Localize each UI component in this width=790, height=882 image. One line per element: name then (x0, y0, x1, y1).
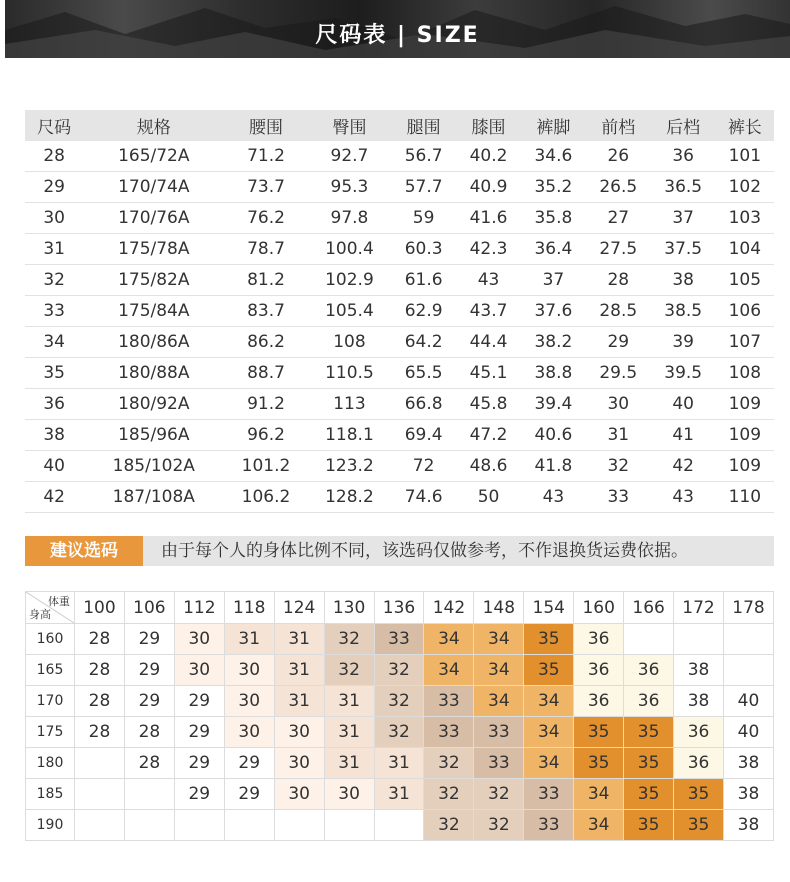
recommended-size-cell (124, 779, 174, 810)
size-cell: 43 (456, 265, 521, 296)
recommended-size-cell: 34 (474, 624, 524, 655)
size-cell: 33 (25, 296, 83, 327)
recommended-size-cell: 30 (174, 655, 224, 686)
size-cell: 88.7 (224, 358, 307, 389)
recommended-size-cell: 36 (674, 717, 724, 748)
recommended-size-cell: 34 (474, 686, 524, 717)
recommended-size-cell (224, 810, 274, 841)
recommended-size-cell: 28 (75, 624, 125, 655)
recommended-size-cell: 31 (324, 748, 374, 779)
recommended-size-cell: 34 (574, 779, 624, 810)
size-cell: 104 (716, 234, 774, 265)
size-cell: 30 (25, 203, 83, 234)
size-cell: 41.8 (521, 451, 586, 482)
weight-header-cell: 124 (274, 592, 324, 624)
weight-header-cell: 148 (474, 592, 524, 624)
header-banner (5, 0, 790, 58)
size-cell: 175/84A (83, 296, 224, 327)
size-cell: 39.5 (651, 358, 716, 389)
recommended-size-cell: 28 (124, 748, 174, 779)
recommended-size-cell (75, 748, 125, 779)
size-cell: 43.7 (456, 296, 521, 327)
recommended-size-cell: 30 (274, 748, 324, 779)
recommended-size-cell: 30 (274, 717, 324, 748)
size-cell: 35 (25, 358, 83, 389)
size-row (25, 451, 774, 482)
recommended-size-cell (624, 624, 674, 655)
size-cell: 41.6 (456, 203, 521, 234)
size-cell: 31 (586, 420, 651, 451)
size-cell: 37 (521, 265, 586, 296)
height-row (26, 810, 774, 841)
weight-header-cell: 106 (124, 592, 174, 624)
size-cell: 76.2 (224, 203, 307, 234)
recommended-size-cell: 31 (274, 624, 324, 655)
size-column-header: 尺码 (25, 110, 83, 141)
recommended-size-cell: 31 (324, 686, 374, 717)
size-row (25, 358, 774, 389)
weight-header-cell: 100 (75, 592, 125, 624)
recommended-size-cell (674, 624, 724, 655)
size-cell: 105.4 (308, 296, 391, 327)
size-cell: 170/74A (83, 172, 224, 203)
size-cell: 81.2 (224, 265, 307, 296)
recommendation-bar (25, 536, 774, 566)
size-cell: 97.8 (308, 203, 391, 234)
recommended-size-cell: 40 (723, 717, 773, 748)
recommended-size-cell: 29 (224, 779, 274, 810)
size-header-row (25, 110, 774, 141)
size-cell: 109 (716, 451, 774, 482)
size-cell: 102 (716, 172, 774, 203)
size-cell: 108 (308, 327, 391, 358)
size-cell: 27 (586, 203, 651, 234)
size-row (25, 327, 774, 358)
size-cell: 32 (25, 265, 83, 296)
size-column-header: 裤长 (716, 110, 774, 141)
recommended-size-cell: 29 (124, 624, 174, 655)
recommended-size-cell: 31 (374, 748, 424, 779)
size-row (25, 420, 774, 451)
recommended-size-cell: 29 (174, 748, 224, 779)
recommended-size-cell: 29 (224, 748, 274, 779)
weight-header-cell: 136 (374, 592, 424, 624)
size-cell: 109 (716, 420, 774, 451)
size-cell: 26 (586, 141, 651, 172)
recommended-size-cell: 28 (75, 686, 125, 717)
recommended-size-cell: 29 (174, 686, 224, 717)
size-cell: 113 (308, 389, 391, 420)
weight-axis-label: 体重 (48, 595, 70, 608)
size-cell: 123.2 (308, 451, 391, 482)
size-column-header: 裤脚 (521, 110, 586, 141)
recommended-size-cell: 40 (723, 686, 773, 717)
recommended-size-cell: 30 (174, 624, 224, 655)
weight-header-cell: 142 (424, 592, 474, 624)
size-cell: 175/82A (83, 265, 224, 296)
size-cell: 43 (521, 482, 586, 513)
recommended-size-cell: 28 (75, 717, 125, 748)
size-cell: 29 (586, 327, 651, 358)
size-cell: 56.7 (391, 141, 456, 172)
recommended-size-cell: 34 (474, 655, 524, 686)
size-cell: 165/72A (83, 141, 224, 172)
recommended-size-cell: 35 (624, 779, 674, 810)
recommended-size-cell: 35 (574, 717, 624, 748)
recommended-size-cell: 29 (174, 717, 224, 748)
recommended-size-cell: 32 (324, 624, 374, 655)
size-row (25, 389, 774, 420)
recommended-size-cell: 38 (674, 686, 724, 717)
recommended-size-cell: 28 (124, 717, 174, 748)
size-cell: 39.4 (521, 389, 586, 420)
height-row (26, 717, 774, 748)
recommended-size-cell: 36 (574, 686, 624, 717)
recommended-size-cell: 30 (224, 717, 274, 748)
recommended-size-cell (723, 655, 773, 686)
size-row (25, 141, 774, 172)
recommendation-note: 由于每个人的身体比例不同，该选码仅做参考，不作退换货运费依据。 (161, 541, 688, 561)
size-cell: 42 (651, 451, 716, 482)
size-cell: 36.4 (521, 234, 586, 265)
size-cell: 27.5 (586, 234, 651, 265)
recommended-size-cell: 33 (474, 748, 524, 779)
recommended-size-cell: 35 (524, 655, 574, 686)
recommended-size-cell: 35 (574, 748, 624, 779)
size-cell: 187/108A (83, 482, 224, 513)
recommended-size-cell: 36 (574, 655, 624, 686)
recommended-size-cell: 33 (374, 624, 424, 655)
size-cell: 45.1 (456, 358, 521, 389)
size-cell: 71.2 (224, 141, 307, 172)
recommended-size-cell (75, 779, 125, 810)
recommended-size-cell: 31 (224, 624, 274, 655)
size-cell: 40 (25, 451, 83, 482)
height-label: 165 (26, 655, 75, 686)
size-cell: 92.7 (308, 141, 391, 172)
recommended-size-cell: 35 (624, 810, 674, 841)
weight-header-cell: 112 (174, 592, 224, 624)
size-cell: 38.8 (521, 358, 586, 389)
size-cell: 61.6 (391, 265, 456, 296)
size-cell: 185/102A (83, 451, 224, 482)
weight-header-cell: 178 (723, 592, 773, 624)
size-cell: 95.3 (308, 172, 391, 203)
size-cell: 50 (456, 482, 521, 513)
size-row (25, 172, 774, 203)
size-cell: 73.7 (224, 172, 307, 203)
size-cell: 110.5 (308, 358, 391, 389)
recommended-size-cell: 35 (624, 717, 674, 748)
recommended-size-cell: 31 (274, 655, 324, 686)
size-cell: 37 (651, 203, 716, 234)
size-cell: 118.1 (308, 420, 391, 451)
size-cell: 108 (716, 358, 774, 389)
recommended-size-cell: 29 (124, 686, 174, 717)
recommended-size-cell: 34 (524, 686, 574, 717)
size-body (25, 141, 774, 513)
recommended-size-cell: 36 (624, 655, 674, 686)
size-cell: 29.5 (586, 358, 651, 389)
size-cell: 42.3 (456, 234, 521, 265)
size-cell: 32 (586, 451, 651, 482)
height-row (26, 624, 774, 655)
size-cell: 48.6 (456, 451, 521, 482)
size-row (25, 296, 774, 327)
size-cell: 60.3 (391, 234, 456, 265)
size-cell: 185/96A (83, 420, 224, 451)
recommended-size-cell: 31 (274, 686, 324, 717)
size-cell: 101 (716, 141, 774, 172)
recommended-size-cell: 31 (374, 779, 424, 810)
size-chart-table (25, 110, 774, 513)
recommended-size-cell: 29 (124, 655, 174, 686)
height-label: 160 (26, 624, 75, 655)
weight-header-cell: 154 (524, 592, 574, 624)
size-row (25, 265, 774, 296)
size-cell: 64.2 (391, 327, 456, 358)
recommended-size-cell: 33 (524, 779, 574, 810)
recommended-size-cell: 32 (324, 655, 374, 686)
recommended-size-cell (75, 810, 125, 841)
size-cell: 83.7 (224, 296, 307, 327)
height-label: 170 (26, 686, 75, 717)
recommended-size-cell: 32 (424, 748, 474, 779)
recommended-size-cell: 33 (424, 717, 474, 748)
recommended-size-cell: 33 (424, 686, 474, 717)
size-cell: 57.7 (391, 172, 456, 203)
recommended-size-cell: 28 (75, 655, 125, 686)
recommended-size-cell: 35 (674, 779, 724, 810)
size-cell: 39 (651, 327, 716, 358)
size-column-header: 腿围 (391, 110, 456, 141)
size-cell: 170/76A (83, 203, 224, 234)
recommendation-label: 建议选码 (25, 536, 143, 566)
recommended-size-cell: 32 (374, 686, 424, 717)
recommended-size-cell: 31 (324, 717, 374, 748)
recommended-size-cell: 30 (224, 686, 274, 717)
height-label: 175 (26, 717, 75, 748)
recommended-size-cell: 34 (524, 748, 574, 779)
size-cell: 38 (651, 265, 716, 296)
size-cell: 40.2 (456, 141, 521, 172)
size-cell: 37.5 (651, 234, 716, 265)
recommended-size-cell: 32 (374, 717, 424, 748)
recommended-size-cell: 29 (174, 779, 224, 810)
recommended-size-cell: 34 (424, 655, 474, 686)
weight-header-cell: 160 (574, 592, 624, 624)
size-cell: 59 (391, 203, 456, 234)
weight-header-cell: 130 (324, 592, 374, 624)
size-cell: 30 (586, 389, 651, 420)
recommended-size-cell: 32 (424, 779, 474, 810)
size-column-header: 腰围 (224, 110, 307, 141)
size-cell: 66.8 (391, 389, 456, 420)
recommended-size-cell (723, 624, 773, 655)
height-row (26, 779, 774, 810)
recommended-size-cell (374, 810, 424, 841)
size-cell: 43 (651, 482, 716, 513)
size-row (25, 482, 774, 513)
size-cell: 37.6 (521, 296, 586, 327)
size-column-header: 臀围 (308, 110, 391, 141)
size-cell: 91.2 (224, 389, 307, 420)
size-cell: 44.4 (456, 327, 521, 358)
recommended-size-cell: 35 (524, 624, 574, 655)
corner-cell (26, 592, 75, 624)
size-cell: 29 (25, 172, 83, 203)
size-cell: 102.9 (308, 265, 391, 296)
size-column-header: 规格 (83, 110, 224, 141)
recommended-size-cell: 30 (274, 779, 324, 810)
size-cell: 36 (25, 389, 83, 420)
recommended-size-cell: 36 (674, 748, 724, 779)
size-cell: 78.7 (224, 234, 307, 265)
size-cell: 106 (716, 296, 774, 327)
size-cell: 128.2 (308, 482, 391, 513)
size-cell: 28 (586, 265, 651, 296)
size-recommendation-table (25, 591, 774, 841)
size-cell: 28.5 (586, 296, 651, 327)
weight-header-cell: 172 (674, 592, 724, 624)
recommended-size-cell: 38 (723, 779, 773, 810)
recommended-size-cell (274, 810, 324, 841)
size-cell: 28 (25, 141, 83, 172)
size-cell: 38.5 (651, 296, 716, 327)
size-cell: 96.2 (224, 420, 307, 451)
size-cell: 110 (716, 482, 774, 513)
size-cell: 69.4 (391, 420, 456, 451)
size-cell: 38 (25, 420, 83, 451)
recommended-size-cell: 38 (674, 655, 724, 686)
recommended-size-cell: 32 (424, 810, 474, 841)
size-cell: 100.4 (308, 234, 391, 265)
size-cell: 34.6 (521, 141, 586, 172)
size-column-header: 后档 (651, 110, 716, 141)
size-cell: 35.8 (521, 203, 586, 234)
size-cell: 180/88A (83, 358, 224, 389)
size-cell: 103 (716, 203, 774, 234)
size-cell: 175/78A (83, 234, 224, 265)
recommended-size-cell: 35 (674, 810, 724, 841)
size-cell: 36.5 (651, 172, 716, 203)
size-cell: 36 (651, 141, 716, 172)
recommended-size-cell: 30 (324, 779, 374, 810)
recommended-size-cell: 33 (474, 717, 524, 748)
size-cell: 33 (586, 482, 651, 513)
recommended-size-cell: 34 (424, 624, 474, 655)
height-axis-label: 身高 (29, 608, 51, 621)
size-cell: 107 (716, 327, 774, 358)
recommended-size-cell: 33 (524, 810, 574, 841)
weight-header-row (26, 592, 774, 624)
size-cell: 40.9 (456, 172, 521, 203)
size-column-header: 膝围 (456, 110, 521, 141)
size-cell: 101.2 (224, 451, 307, 482)
recommended-size-cell: 34 (524, 717, 574, 748)
size-cell: 40.6 (521, 420, 586, 451)
size-cell: 65.5 (391, 358, 456, 389)
size-cell: 47.2 (456, 420, 521, 451)
recommended-size-cell: 35 (624, 748, 674, 779)
recommended-size-cell: 32 (374, 655, 424, 686)
recommended-size-cell (174, 810, 224, 841)
size-row (25, 203, 774, 234)
recommended-size-cell: 32 (474, 779, 524, 810)
recommended-size-cell: 30 (224, 655, 274, 686)
size-cell: 26.5 (586, 172, 651, 203)
size-cell: 180/92A (83, 389, 224, 420)
size-cell: 62.9 (391, 296, 456, 327)
weight-header-cell: 166 (624, 592, 674, 624)
recommended-size-cell: 36 (624, 686, 674, 717)
size-cell: 105 (716, 265, 774, 296)
size-cell: 109 (716, 389, 774, 420)
recommended-size-cell (124, 810, 174, 841)
size-row (25, 234, 774, 265)
size-cell: 180/86A (83, 327, 224, 358)
size-cell: 42 (25, 482, 83, 513)
height-label: 185 (26, 779, 75, 810)
size-cell: 38.2 (521, 327, 586, 358)
recommended-size-cell (324, 810, 374, 841)
recommended-size-cell: 38 (723, 748, 773, 779)
height-row (26, 655, 774, 686)
height-label: 180 (26, 748, 75, 779)
size-cell: 74.6 (391, 482, 456, 513)
height-row (26, 686, 774, 717)
size-cell: 41 (651, 420, 716, 451)
size-cell: 106.2 (224, 482, 307, 513)
size-cell: 72 (391, 451, 456, 482)
size-cell: 86.2 (224, 327, 307, 358)
height-label: 190 (26, 810, 75, 841)
weight-header-cell: 118 (224, 592, 274, 624)
recommendation-body (26, 624, 774, 841)
recommended-size-cell: 38 (723, 810, 773, 841)
height-row (26, 748, 774, 779)
size-cell: 31 (25, 234, 83, 265)
size-cell: 35.2 (521, 172, 586, 203)
size-column-header: 前档 (586, 110, 651, 141)
recommended-size-cell: 36 (574, 624, 624, 655)
size-cell: 40 (651, 389, 716, 420)
size-cell: 34 (25, 327, 83, 358)
recommended-size-cell: 32 (474, 810, 524, 841)
banner-title: 尺码表 | SIZE (315, 23, 480, 48)
recommended-size-cell: 34 (574, 810, 624, 841)
size-cell: 45.8 (456, 389, 521, 420)
